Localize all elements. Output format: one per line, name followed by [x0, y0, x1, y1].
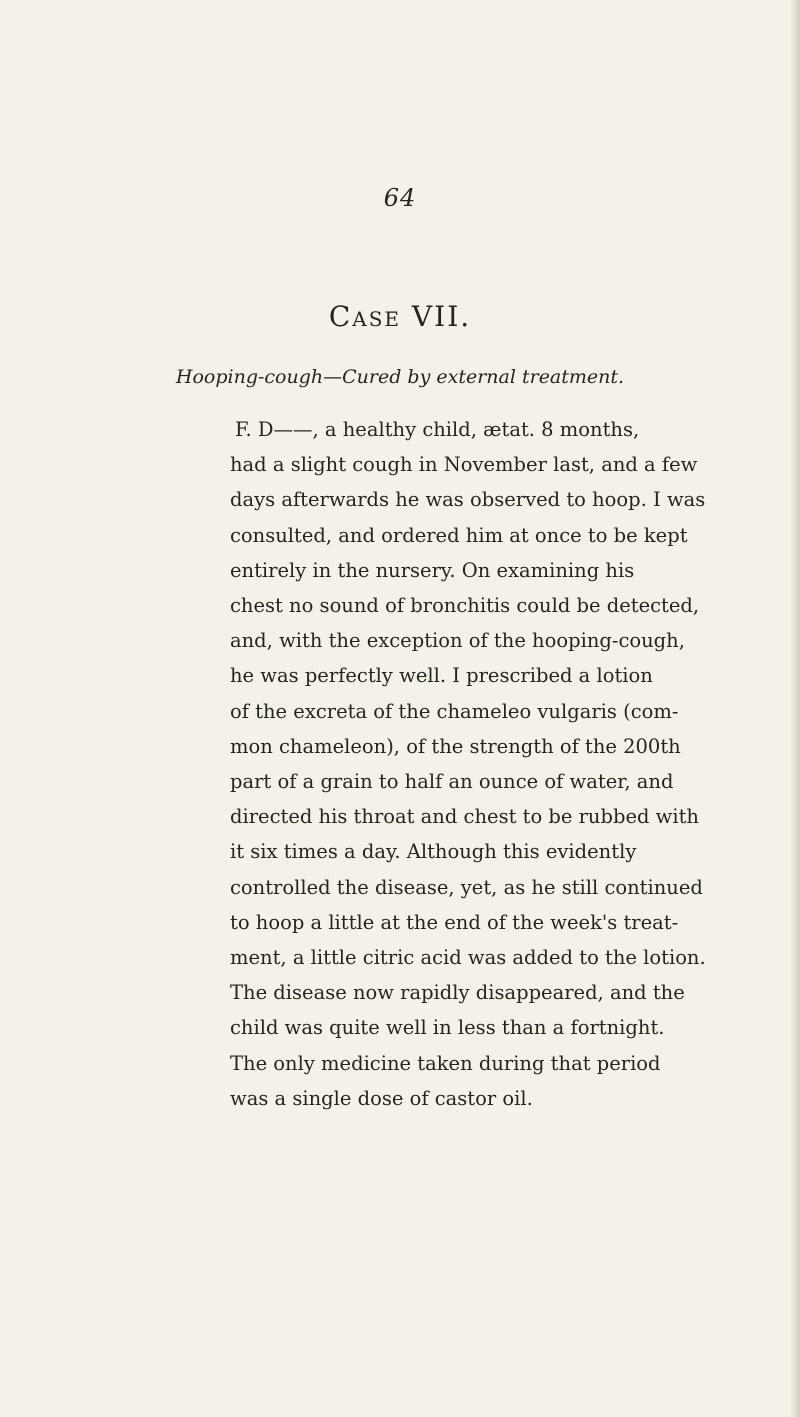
body-line: The only medicine taken during that period: [230, 1051, 661, 1075]
body-line: part of a grain to half an ounce of water, and: [230, 770, 674, 794]
body-line: was a single dose of castor oil.: [230, 1086, 533, 1110]
body-line: and, with the exception of the hooping-cough,: [230, 629, 685, 653]
page-edge-shadow: [790, 0, 800, 1417]
case-subtitle: Hooping-cough—Cured by external treatment.: [175, 366, 625, 388]
page-number: 64: [383, 184, 417, 212]
body-line: it six times a day. Although this evidently: [230, 840, 637, 864]
body-line: days afterwards he was observed to hoop. I was: [230, 488, 706, 512]
body-line: mon chameleon), of the strength of the 200th: [230, 734, 681, 758]
body-line: The disease now rapidly disappeared, and the: [230, 981, 685, 1005]
body-line: entirely in the nursery. On examining his: [230, 558, 635, 582]
body-line: chest no sound of bronchitis could be detected,: [230, 594, 700, 618]
body-line: F. D——, a healthy child, ætat. 8 months,: [235, 418, 640, 441]
body-line: consulted, and ordered him at once to be kept: [230, 523, 688, 547]
body-line: of the excreta of the chameleo vulgaris (com-: [230, 699, 679, 723]
body-line: to hoop a little at the end of the week's treat-: [230, 910, 679, 934]
body-line: child was quite well in less than a fortnight.: [230, 1016, 665, 1040]
case-body: [230, 412, 706, 1116]
body-line: directed his throat and chest to be rubbed with: [230, 805, 699, 829]
case-heading: Case VII.: [328, 300, 472, 333]
body-line: controlled the disease, yet, as he still continued: [230, 875, 703, 899]
body-line: he was perfectly well. I prescribed a lotion: [230, 664, 653, 688]
body-line: ment, a little citric acid was added to the lotion.: [230, 946, 706, 970]
body-line: had a slight cough in November last, and a few: [230, 453, 698, 477]
